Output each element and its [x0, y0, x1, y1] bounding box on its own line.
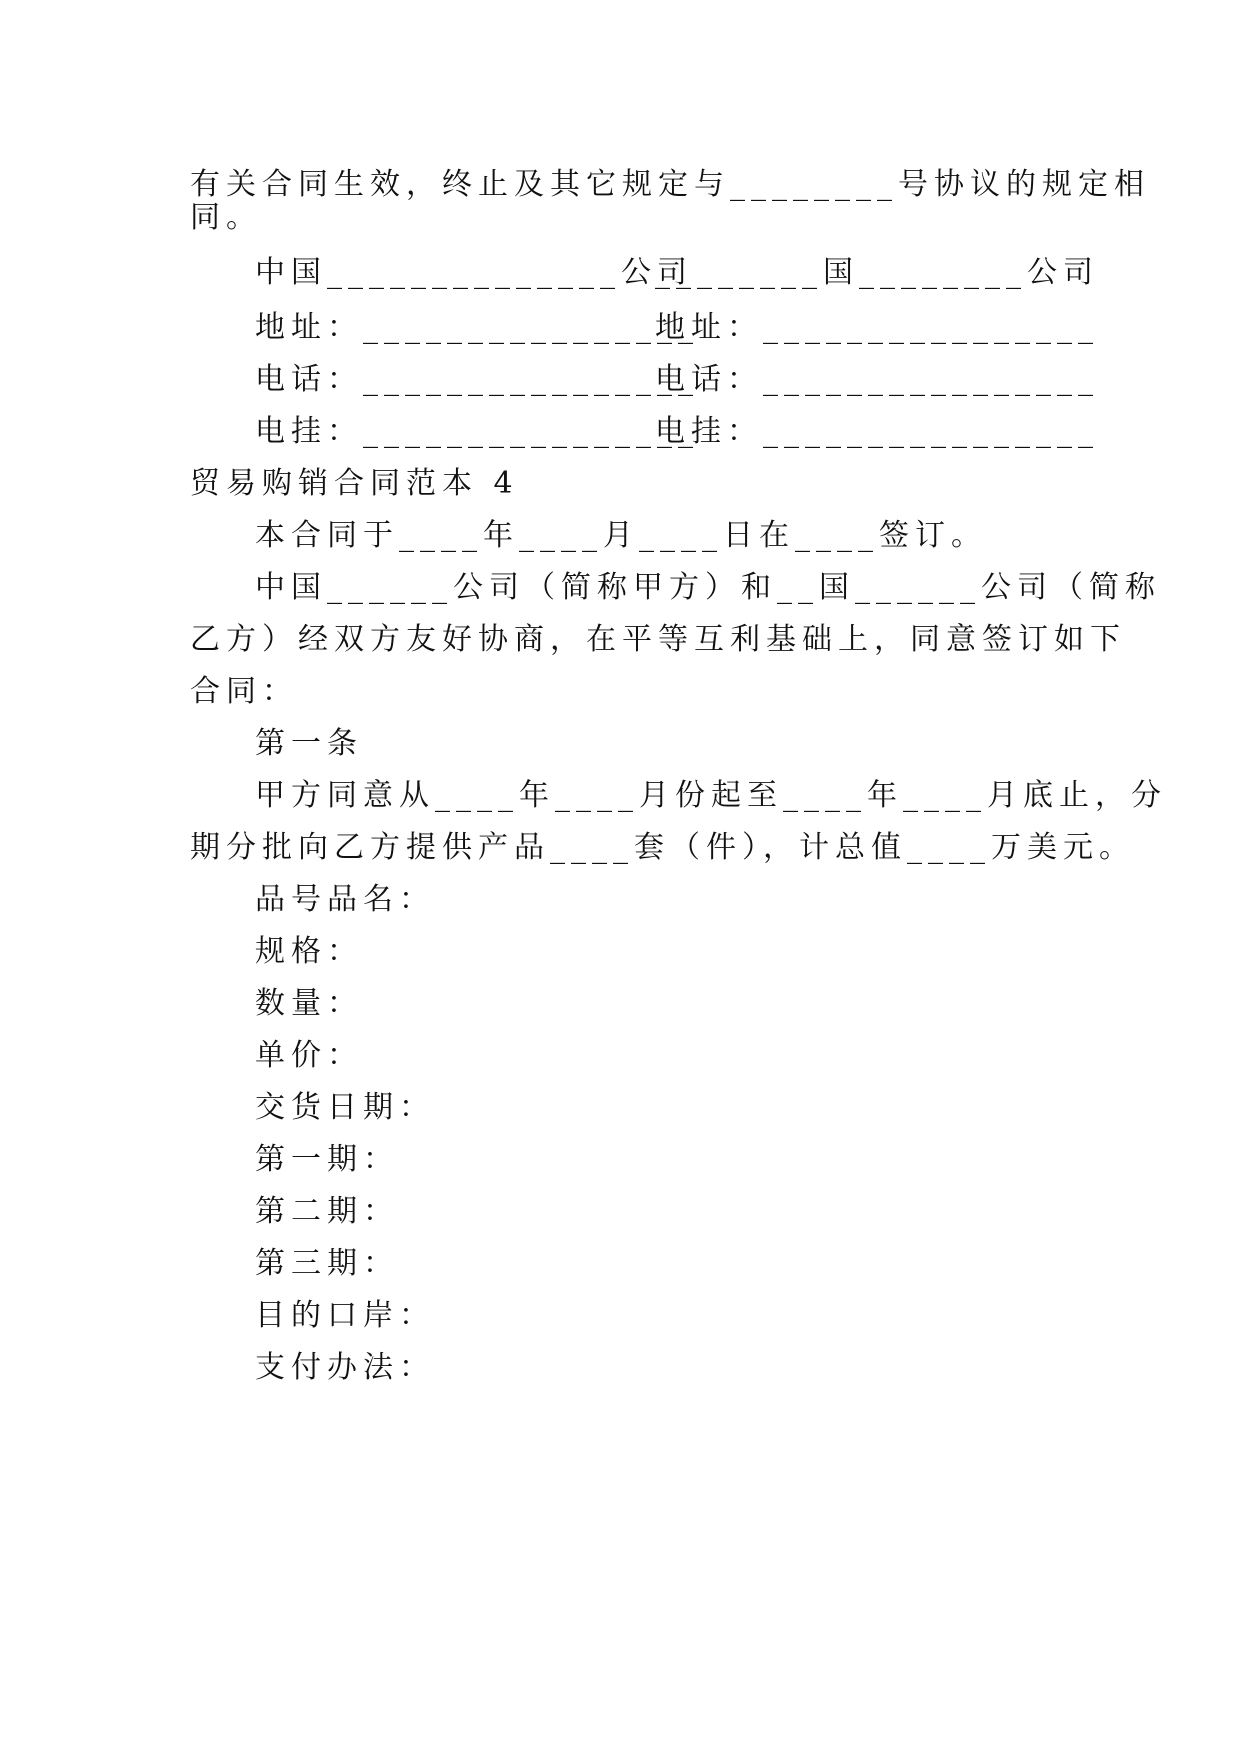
paragraph-line: 合同： — [190, 674, 298, 709]
field-label: 规格： — [255, 934, 363, 969]
party-b-cable: 电挂：________________ — [655, 414, 1099, 449]
party-b-company: ________国________公司 — [655, 255, 1099, 290]
paragraph-line: 中国______公司（简称甲方）和__国______公司（简称 — [255, 570, 1161, 605]
field-label: 数量： — [255, 986, 363, 1021]
paragraph-line: 甲方同意从____年____月份起至____年____月底止，分 — [255, 778, 1167, 813]
field-label: 第一期： — [255, 1142, 399, 1177]
field-label: 单价： — [255, 1038, 363, 1073]
party-a-cable: 电挂：________________ — [255, 414, 699, 449]
paragraph-line: 本合同于____年____月____日在____签订。 — [255, 518, 987, 553]
section-heading: 贸易购销合同范本 4 — [190, 466, 519, 501]
field-label: 品号品名： — [255, 882, 435, 917]
party-a-company: 中国______________公司 — [255, 255, 693, 290]
field-label: 第三期： — [255, 1246, 399, 1281]
article-heading: 第一条 — [255, 726, 363, 761]
field-label: 支付办法： — [255, 1350, 435, 1385]
paragraph-line: 期分批向乙方提供产品____套（件），计总值____万美元。 — [190, 830, 1135, 865]
party-a-phone: 电话：________________ — [255, 362, 699, 397]
field-label: 目的口岸： — [255, 1298, 435, 1333]
party-b-phone: 电话：________________ — [655, 362, 1099, 397]
party-a-address: 地址：________________ — [255, 310, 699, 345]
party-b-address: 地址：________________ — [655, 310, 1099, 345]
field-label: 第二期： — [255, 1194, 399, 1229]
paragraph-line: 同。 — [190, 200, 262, 235]
field-label: 交货日期： — [255, 1090, 435, 1125]
paragraph-line: 有关合同生效，终止及其它规定与________号协议的规定相 — [190, 167, 1150, 202]
paragraph-line: 乙方）经双方友好协商，在平等互利基础上，同意签订如下 — [190, 622, 1126, 657]
